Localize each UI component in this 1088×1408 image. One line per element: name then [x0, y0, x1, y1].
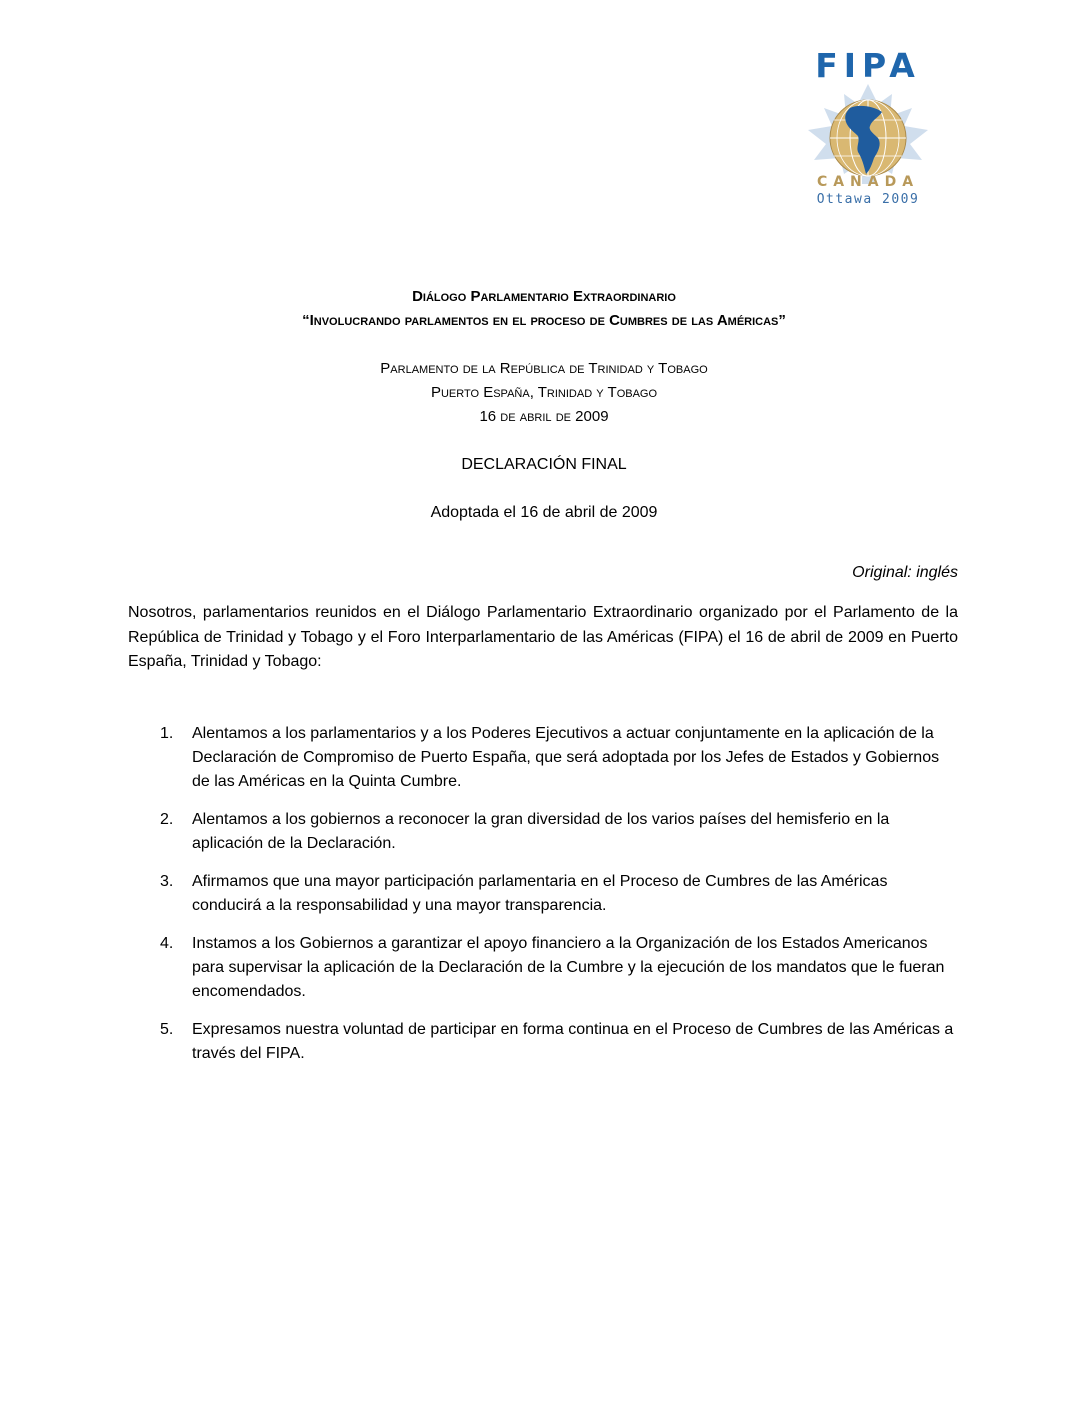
intro-paragraph: Nosotros, parlamentarios reunidos en el Diálogo Parlamentario Extraordinario organizado por el Parlamento de la República de Trinidad y Tobago y el Foro Interparlamentario de las Américas (FIPA) el 16 de abril de 2009 en Puerto España, Trinidad y Tobago: [128, 604, 958, 670]
logo-city: Ottawa 2009 [816, 192, 920, 207]
list-item-number: 2. [160, 811, 174, 828]
list-item-number: 1. [160, 725, 174, 742]
list-item-number: 3. [160, 873, 174, 890]
venue-line: Parlamento de la República de Trinidad y Tobago [380, 360, 708, 377]
list-item-number: 4. [160, 935, 174, 952]
list-item-text: Instamos a los Gobiernos a garantizar el apoyo financiero a la Organización de los Estados Americanos para supervisar la aplicación de la Declaración de la Cumbre y la ejecución de los mandatos que le fueran encomendados. [192, 935, 945, 1000]
list-item [128, 932, 958, 1004]
list-item-text: Alentamos a los parlamentarios y a los Poderes Ejecutivos a actuar conjuntamente en la aplicación de la Declaración de Compromiso de Puerto España, que será adoptada por los Jefes de Estados y Gobiernos de las Américas en la Quinta Cumbre. [192, 725, 940, 790]
list-item [128, 722, 958, 794]
list-item [128, 870, 958, 918]
fipa-logo [778, 46, 958, 216]
list-item [128, 808, 958, 856]
list-item-text: Afirmamos que una mayor participación parlamentaria en el Proceso de Cumbres de las Américas conducirá a la responsabilidad y una mayor transparencia. [192, 873, 888, 914]
list-item-text: Expresamos nuestra voluntad de participar en forma continua en el Proceso de Cumbres de las Américas a través del FIPA. [192, 1021, 954, 1062]
document-subtitle: “Involucrando parlamentos en el proceso de Cumbres de las Américas” [302, 312, 786, 329]
location-line: Puerto España, Trinidad y Tobago [430, 384, 658, 401]
declaration-heading: DECLARACIÓN FINAL [461, 456, 627, 473]
date-line: 16 de abril de 2009 [479, 408, 609, 425]
list-item-number: 5. [160, 1021, 174, 1038]
list-item [128, 1018, 958, 1066]
logo-country: CANADA [816, 174, 920, 190]
document-title: Diálogo Parlamentario Extraordinario [412, 288, 676, 305]
original-language-note: Original: inglés [852, 564, 958, 581]
declaration-list [128, 722, 958, 1080]
logo-wordmark: FIPA [815, 46, 921, 85]
adoption-date: Adoptada el 16 de abril de 2009 [430, 504, 658, 521]
list-item-text: Alentamos a los gobiernos a reconocer la gran diversidad de los varios países del hemisferio en la aplicación de la Declaración. [192, 811, 890, 852]
